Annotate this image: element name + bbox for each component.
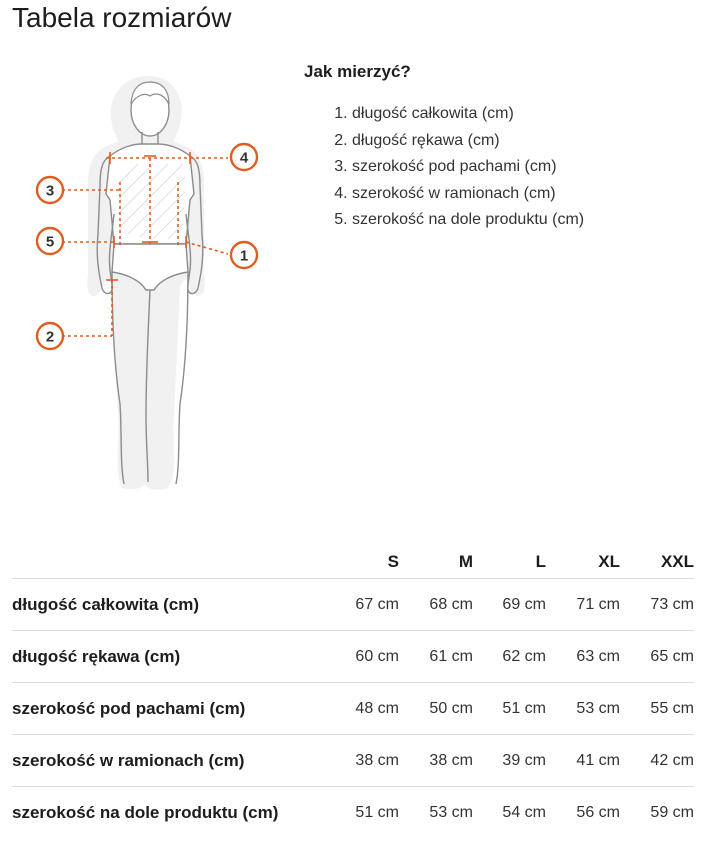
- svg-text:2: 2: [45, 328, 55, 346]
- row-label: szerokość na dole produktu (cm): [12, 802, 279, 822]
- header-size-xxl: XXL: [620, 546, 694, 579]
- table-cell: 38 cm: [330, 735, 399, 787]
- row-label: długość rękawa (cm): [12, 631, 330, 683]
- table-cell: 38 cm: [399, 735, 473, 787]
- row-label: długość całkowita (cm): [12, 579, 330, 631]
- marker-3: [37, 177, 63, 203]
- row-label: szerokość pod pachami (cm): [12, 683, 330, 735]
- row-label: szerokość w ramionach (cm): [12, 735, 330, 787]
- table-cell: 59 cm: [650, 803, 694, 821]
- table-cell: 54 cm: [502, 803, 546, 821]
- svg-text:1: 1: [239, 247, 249, 265]
- table-row: [12, 579, 694, 631]
- table-cell: 50 cm: [399, 683, 473, 735]
- table-cell: 69 cm: [473, 579, 546, 631]
- howto-item: 3. szerokość pod pachami (cm): [352, 154, 584, 181]
- table-cell: 48 cm: [330, 683, 399, 735]
- header-empty: [12, 546, 330, 579]
- howto-item: 2. długość rękawa (cm): [352, 128, 584, 155]
- table-cell: 62 cm: [473, 631, 546, 683]
- howto-title: Jak mierzyć?: [304, 62, 411, 81]
- table-row: [12, 631, 694, 683]
- marker-2: [37, 323, 63, 349]
- table-cell: 56 cm: [576, 803, 620, 821]
- table-cell: 73 cm: [620, 579, 694, 631]
- howto-item: 4. szerokość w ramionach (cm): [352, 181, 584, 208]
- table-cell: 68 cm: [399, 579, 473, 631]
- header-size-xl: XL: [546, 546, 620, 579]
- table-row: [12, 787, 694, 839]
- table-cell: 60 cm: [330, 631, 399, 683]
- marker-5: [37, 228, 63, 254]
- svg-text:3: 3: [45, 182, 55, 200]
- table-cell: 67 cm: [330, 579, 399, 631]
- table-cell: 63 cm: [546, 631, 620, 683]
- body-diagram: [28, 74, 266, 494]
- table-row: [12, 735, 694, 787]
- table-cell: 53 cm: [546, 683, 620, 735]
- header-size-l: L: [473, 546, 546, 579]
- table-cell: 51 cm: [473, 683, 546, 735]
- table-cell: 42 cm: [620, 735, 694, 787]
- header-size-s: S: [330, 546, 399, 579]
- svg-text:5: 5: [45, 233, 55, 251]
- table-cell: 53 cm: [429, 803, 473, 821]
- table-cell: 65 cm: [620, 631, 694, 683]
- measurement-figure: [28, 74, 266, 494]
- table-header-row: [12, 546, 694, 579]
- page-title: Tabela rozmiarów: [12, 2, 232, 33]
- table-cell: 71 cm: [546, 579, 620, 631]
- svg-text:4: 4: [239, 149, 249, 167]
- table-row: [12, 683, 694, 735]
- howto-list: [304, 101, 584, 234]
- size-table: [12, 546, 694, 838]
- marker-4: [231, 144, 257, 170]
- table-cell: 61 cm: [399, 631, 473, 683]
- marker-1: [231, 242, 257, 268]
- table-cell: 51 cm: [355, 803, 399, 821]
- measurement-guide: [304, 62, 584, 234]
- howto-item: 1. długość całkowita (cm): [352, 101, 584, 128]
- header-size-m: M: [399, 546, 473, 579]
- table-cell: 41 cm: [546, 735, 620, 787]
- table-cell: 55 cm: [620, 683, 694, 735]
- howto-item: 5. szerokość na dole produktu (cm): [352, 207, 584, 234]
- table-cell: 39 cm: [473, 735, 546, 787]
